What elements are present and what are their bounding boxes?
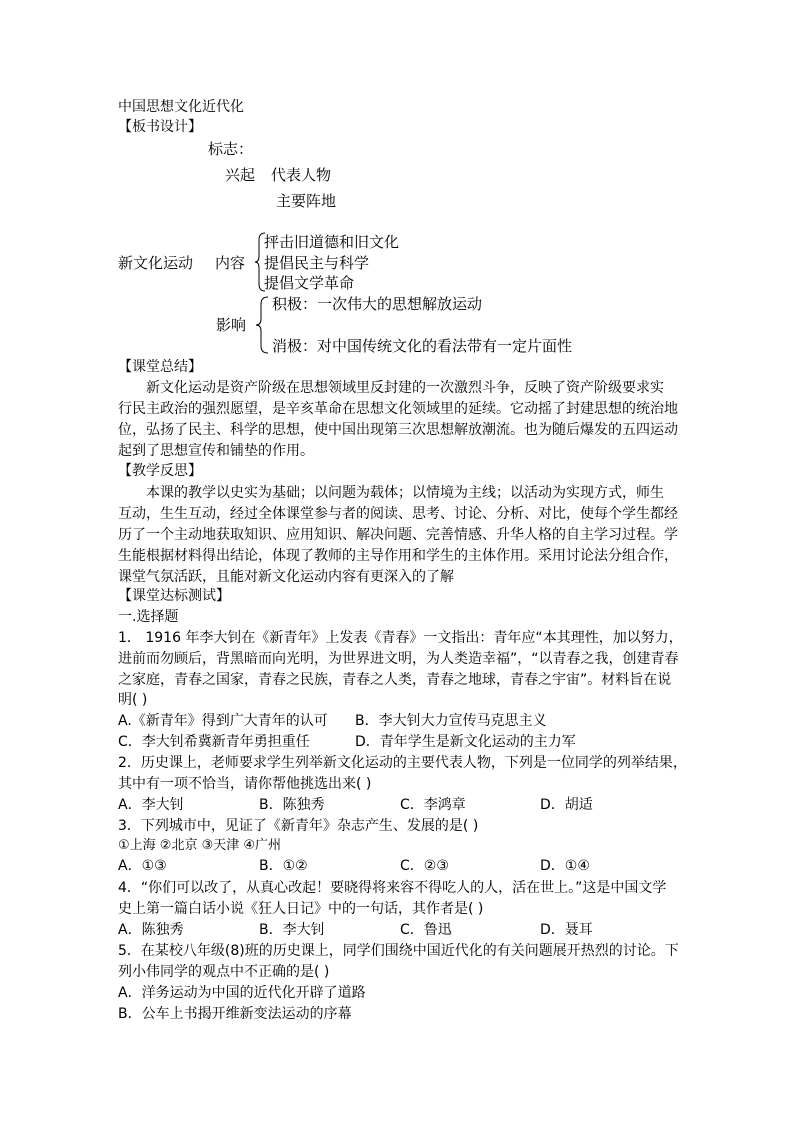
influence-item: 积极：一次伟大的思想解放运动 [272, 295, 483, 313]
q1-option-a: A.《新青年》得到广大青年的认可 [118, 713, 328, 729]
board-heading: 【板书设计】 [118, 119, 202, 135]
reflection-line: 本课的教学以史实为基础；以问题为载体；以情境为主线；以活动为实现方式，师生 [146, 485, 664, 501]
q5-option-b: B．公车上书揭开维新变法运动的序幕 [118, 1006, 352, 1022]
q4-line: 4．“你们可以改了，从真心改起！要晓得将来容不得吃人的人，活在世上。”这是中国文学 [118, 880, 667, 896]
q2-option-c: C．李鸿章 [400, 797, 466, 813]
board-biaozhi: 标志： [208, 140, 254, 158]
q4-line: 史上第一篇白话小说《狂人日记》中的一句话，其作者是( ) [118, 901, 484, 917]
summary-heading: 【课堂总结】 [118, 359, 202, 375]
summary-line: 行民主政治的强烈愿望，是辛亥革命在思想文化领域里的延续。它动摇了封建思想的统治地 [118, 401, 678, 417]
q3-stem: 3．下列城市中，见证了《新青年》杂志产生、发展的是( ) [118, 818, 479, 834]
q1-line: 1． 1916 年李大钊在《新青年》上发表《青春》一文指出：青年应“本其理性，加以努力， [118, 630, 683, 646]
board-neirong: 内容 [215, 254, 246, 272]
q4-option-a: A．陈独秀 [118, 922, 184, 938]
content-item: 抨击旧道德和旧文化 [264, 233, 400, 251]
q5-line: 列小伟同学的观点中不正确的是( ) [118, 964, 330, 980]
q2-option-b: B．陈独秀 [259, 797, 325, 813]
summary-line: 位，弘扬了民主、科学的思想，使中国出现第三次思想解放潮流。也为随后爆发的五四运动 [118, 422, 678, 438]
q3-option-d: D．①④ [540, 858, 590, 874]
reflection-line: 历了一个主动地获取知识、应用知识、解决问题、完善情感、升华人格的自主学习过程。学 [118, 527, 678, 543]
section-label: 一.选择题 [118, 609, 179, 625]
reflection-line: 互动，生生互动，经过全体课堂参与者的阅读、思考、讨论、分析、对比，使每个学生都经 [118, 506, 678, 522]
q2-line: 2．历史课上，老师要求学生列举新文化运动的主要代表人物，下列是一位同学的列举结果， [118, 755, 687, 771]
q1-option-d: D．青年学生是新文化运动的主力军 [355, 734, 576, 750]
content-item: 提倡文学革命 [264, 274, 355, 292]
summary-line: 新文化运动是资产阶级在思想领域里反封建的一次激烈斗争，反映了资产阶级要求实 [146, 380, 664, 396]
q4-option-c: C．鲁迅 [400, 922, 452, 938]
q1-line: 明( ) [118, 692, 148, 708]
influence-item: 消极：对中国传统文化的看法带有一定片面性 [272, 337, 573, 355]
reflection-line: 生能根据材料得出结论，体现了教师的主导作用和学生的主体作用。采用讨论法分组合作， [118, 548, 678, 564]
board-xingqi: 兴起 [225, 166, 256, 184]
q1-line: 进前而勿顾后，背黑暗而向光明，为世界进文明，为人类造幸福”，“以青春之我，创建青春 [118, 651, 679, 667]
q3-option-b: B．①② [259, 858, 308, 874]
q1-option-c: C．李大钊希冀新青年勇担重任 [118, 734, 310, 750]
board-zhenyao: 主要阵地 [276, 192, 337, 210]
q1-line: 之家庭，青春之国家，青春之民族，青春之人类，青春之地球，青春之宇宙”。材料旨在说 [118, 672, 672, 688]
q2-option-d: D．胡适 [540, 797, 593, 813]
reflection-heading: 【教学反思】 [118, 463, 202, 479]
q3-option-c: C．②③ [400, 858, 449, 874]
q5-option-a: A．洋务运动为中国的近代化开辟了道路 [118, 985, 366, 1001]
board-daibiao: 代表人物 [271, 166, 332, 184]
q3-option-a: A．①③ [118, 858, 167, 874]
page-title: 中国思想文化近代化 [118, 99, 244, 115]
q3-cities: ①上海 ②北京 ③天津 ④广州 [118, 838, 282, 853]
q4-option-b: B．李大钊 [259, 922, 325, 938]
q2-line: 其中有一项不恰当，请你帮他挑选出来( ) [118, 776, 372, 792]
q4-option-d: D．聂耳 [540, 922, 593, 938]
influence-brace [255, 296, 269, 354]
board-yingxiang: 影响 [216, 316, 247, 334]
content-item: 提倡民主与科学 [264, 254, 370, 272]
q1-option-b: B．李大钊大力宣传马克思主义 [355, 713, 547, 729]
board-movement: 新文化运动 [118, 254, 194, 272]
q5-line: 5．在某校八年级(8)班的历史课上，同学们围绕中国近代化的有关问题展开热烈的讨论。下 [118, 943, 679, 959]
q2-option-a: A．李大钊 [118, 797, 184, 813]
test-heading: 【课堂达标测试】 [118, 588, 230, 604]
reflection-line: 课堂气氛活跃，且能对新文化运动内容有更深入的了解 [118, 569, 454, 585]
summary-line: 起到了思想宣传和铺垫的作用。 [118, 443, 314, 459]
